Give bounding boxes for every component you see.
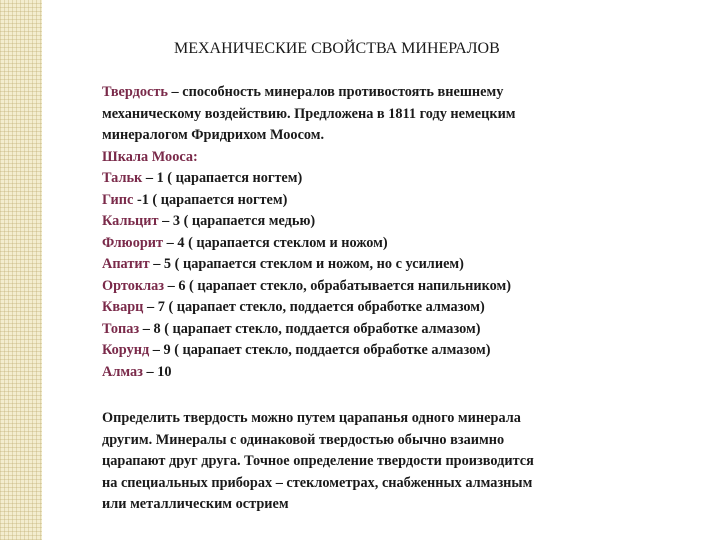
mineral-name: Апатит	[102, 256, 150, 272]
list-item	[102, 233, 516, 255]
paragraph-line: Определить твердость можно путем царапанья одного минерала	[102, 410, 521, 426]
mineral-description: – 3 ( царапается медью)	[158, 213, 316, 229]
list-item	[102, 190, 516, 212]
mineral-name: Ортоклаз	[102, 277, 165, 294]
decorative-side-strip	[0, 0, 42, 540]
paragraph-line: царапают друг друга. Точное определение твердости производится	[102, 453, 534, 469]
mineral-description: – 4 ( царапается стеклом и ножом)	[163, 234, 388, 251]
mineral-name: Гипс	[102, 191, 134, 208]
mineral-name: Топаз	[102, 320, 140, 337]
list-item	[102, 276, 516, 298]
definition-line-1	[102, 82, 516, 104]
mineral-name: Тальк	[102, 170, 143, 186]
list-item	[102, 211, 516, 233]
term-hardness: Твердость	[102, 84, 168, 100]
mineral-list	[102, 168, 516, 383]
definition-block	[102, 82, 516, 383]
mineral-description: – 5 ( царапается стеклом и ножом, но с усилием)	[149, 256, 464, 272]
mineral-name: Кальцит	[102, 213, 159, 229]
mineral-description: – 1 ( царапается ногтем)	[142, 170, 303, 186]
list-item	[102, 254, 516, 276]
mineral-description: – 7 ( царапает стекло, поддается обработке алмазом)	[143, 299, 485, 315]
mineral-description: – 10	[142, 363, 172, 380]
definition-text: – способность минералов противостоять внешнему	[167, 84, 504, 100]
mineral-description: – 8 ( царапает стекло, поддается обработке алмазом)	[139, 320, 481, 337]
list-item	[102, 362, 516, 384]
mineral-name: Кварц	[102, 299, 144, 315]
mineral-name: Корунд	[102, 342, 150, 358]
definition-line-2: механическому воздействию. Предложена в 1811 году немецким	[102, 105, 516, 122]
paragraph-line: на специальных приборах – стеклометрах, снабженных алмазным	[102, 474, 533, 491]
mineral-name: Алмаз	[102, 363, 143, 380]
definition-line-3: минералогом Фридрихом Моосом.	[102, 127, 325, 143]
mineral-name: Флюорит	[102, 234, 164, 251]
slide-content	[102, 0, 682, 540]
slide-title: МЕХАНИЧЕСКИЕ СВОЙСТВА МИНЕРАЛОВ	[174, 40, 500, 57]
scale-heading: Шкала Мооса:	[102, 148, 198, 165]
paragraph-line: или металлическим острием	[102, 496, 289, 512]
list-item	[102, 319, 516, 341]
mineral-description: -1 ( царапается ногтем)	[133, 191, 288, 208]
list-item	[102, 297, 516, 319]
list-item	[102, 340, 516, 362]
mineral-description: – 9 ( царапает стекло, поддается обработке алмазом)	[149, 342, 491, 358]
list-item	[102, 168, 516, 190]
paragraph-line: другим. Минералы с одинаковой твердостью обычно взаимно	[102, 431, 505, 448]
mineral-description: – 6 ( царапает стекло, обрабатывается напильником)	[164, 277, 512, 294]
hardness-paragraph	[102, 408, 534, 516]
